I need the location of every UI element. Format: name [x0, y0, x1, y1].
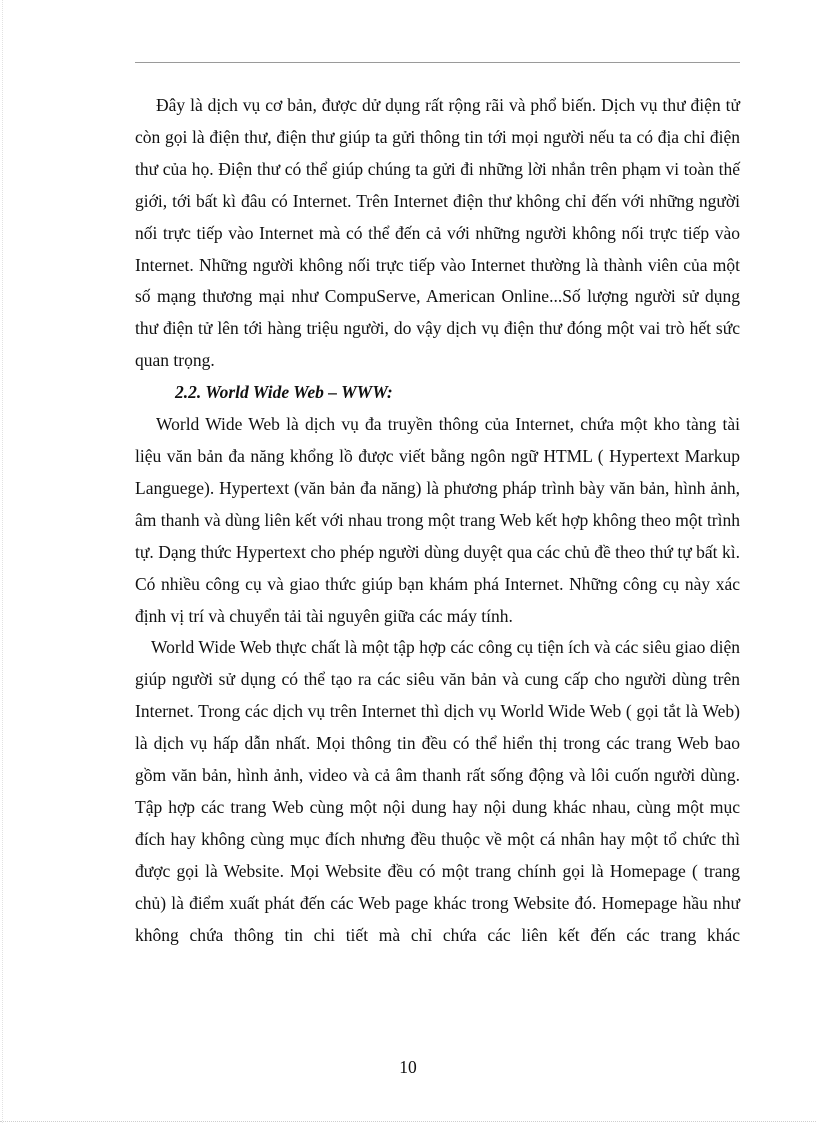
page-body: [135, 90, 740, 951]
www-detail-paragraph: World Wide Web thực chất là một tập hợp các công cụ tiện ích và các siêu giao diện giúp người sử dụng có thể tạo ra các siêu văn bản và cung cấp cho người dùng trên Internet. Trong các dịch vụ trên Internet thì dịch vụ World Wide Web ( gọi tắt là Web) là dịch vụ hấp dẫn nhất. Mọi thông tin đều có thể hiển thị trong các trang Web bao gồm văn bản, hình ảnh, video và cả âm thanh rất sống động và lôi cuốn người dùng. Tập hợp các trang Web cùng một nội dung hay nội dung khác nhau, cùng một mục đích hay không cùng mục đích nhưng đều thuộc về một cá nhân hay một tổ chức thì được gọi là Website. Mọi Website đều có một trang chính gọi là Homepage ( trang chủ) là điểm xuất phát đến các Web page khác trong Website đó. Homepage hầu như không chứa thông tin chi tiết mà chỉ chứa các liên kết đến các trang khác: [135, 637, 740, 945]
bottom-dotted-rule: [0, 1121, 816, 1122]
email-paragraph: Đây là dịch vụ cơ bản, được dử dụng rất rộng rãi và phổ biến. Dịch vụ thư điện tử còn gọi là điện thư, điện thư giúp ta gửi thông tin tới mọi người nếu ta có địa chỉ điện thư của họ. Điện thư có thể giúp chúng ta gửi đi những lời nhắn trên phạm vi toàn thế giới, tới bất kì đâu có Internet. Trên Internet điện thư không chỉ đến với những người nối trực tiếp vào Internet mà có thể đến cả với những người không nối trực tiếp vào Internet. Những người không nối trực tiếp vào Internet thường là thành viên của một số mạng thương mại như CompuServe, American Online...Số lượng người sử dụng thư điện tử lên tới hàng triệu người, do vậy dịch vụ điện thư đóng một vai trò hết sức quan trọng.: [135, 95, 740, 371]
page-number: 10: [399, 1057, 417, 1077]
www-paragraph: World Wide Web là dịch vụ đa truyền thông của Internet, chứa một kho tàng tài liệu văn bản đa năng khổng lồ được viết bằng ngôn ngữ HTML ( Hypertext Markup Languege). Hypertext (văn bản đa năng) là phương pháp trình bày văn bản, hình ảnh, âm thanh và dùng liên kết với nhau trong một trang Web kết hợp không theo một trình tự. Dạng thức Hypertext cho phép người dùng duyệt qua các chủ đề theo thứ tự bất kì. Có nhiều công cụ và giao thức giúp bạn khám phá Internet. Những công cụ này xác định vị trí và chuyển tải tài nguyên giữa các máy tính.: [135, 414, 740, 626]
page-edge-dots: [2, 0, 3, 1123]
section-heading: 2.2. World Wide Web – WWW:: [175, 382, 393, 403]
header-rule: [135, 62, 740, 63]
